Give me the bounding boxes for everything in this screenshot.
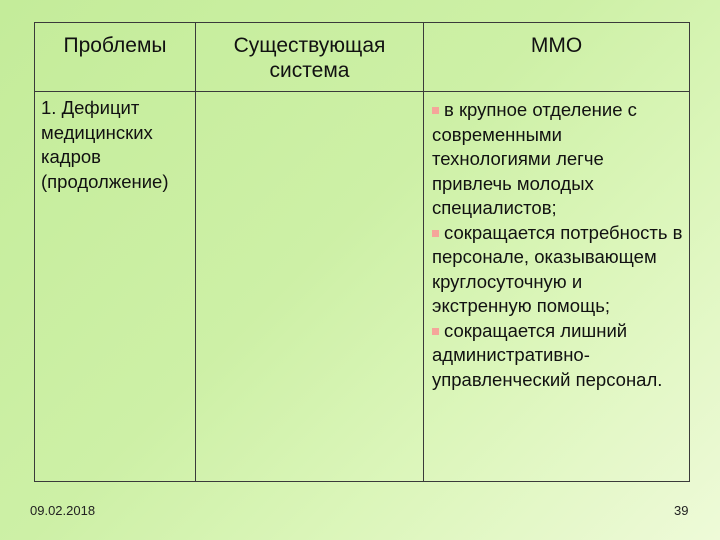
existing-system-cell bbox=[196, 92, 424, 482]
mmo-cell bbox=[424, 92, 690, 482]
table-body-row bbox=[35, 92, 690, 482]
problem-cell bbox=[35, 92, 196, 482]
square-bullet-icon bbox=[432, 107, 439, 114]
header-cell-mmo bbox=[424, 23, 690, 92]
mmo-item-text: сокращается потребность в персонале, оказывающем круглосуточную и экстренную помощь; bbox=[432, 221, 683, 316]
square-bullet-icon bbox=[432, 328, 439, 335]
table-header-row bbox=[35, 23, 690, 92]
problem-text: 1. Дефицит медицинских кадров (продолжение) bbox=[41, 97, 169, 192]
square-bullet-icon bbox=[432, 230, 439, 237]
header-mmo: ММО bbox=[530, 34, 583, 57]
mmo-list bbox=[424, 92, 689, 392]
mmo-item-text: в крупное отделение с современными технологиями легче привлечь молодых специалистов; bbox=[432, 99, 637, 218]
header-cell-problems bbox=[35, 23, 196, 92]
comparison-table bbox=[34, 22, 690, 482]
mmo-list-item bbox=[432, 98, 683, 221]
mmo-list-item bbox=[432, 319, 683, 393]
footer-date: 09.02.2018 bbox=[30, 503, 96, 518]
mmo-item-text: сокращается лишний административно-управленческий персонал. bbox=[432, 319, 663, 390]
mmo-list-item bbox=[432, 221, 683, 319]
page-number: 39 bbox=[674, 503, 689, 518]
header-cell-existing-system bbox=[196, 23, 424, 92]
header-existing-system: Существующая система bbox=[233, 34, 386, 82]
header-problems: Проблемы bbox=[63, 34, 167, 57]
